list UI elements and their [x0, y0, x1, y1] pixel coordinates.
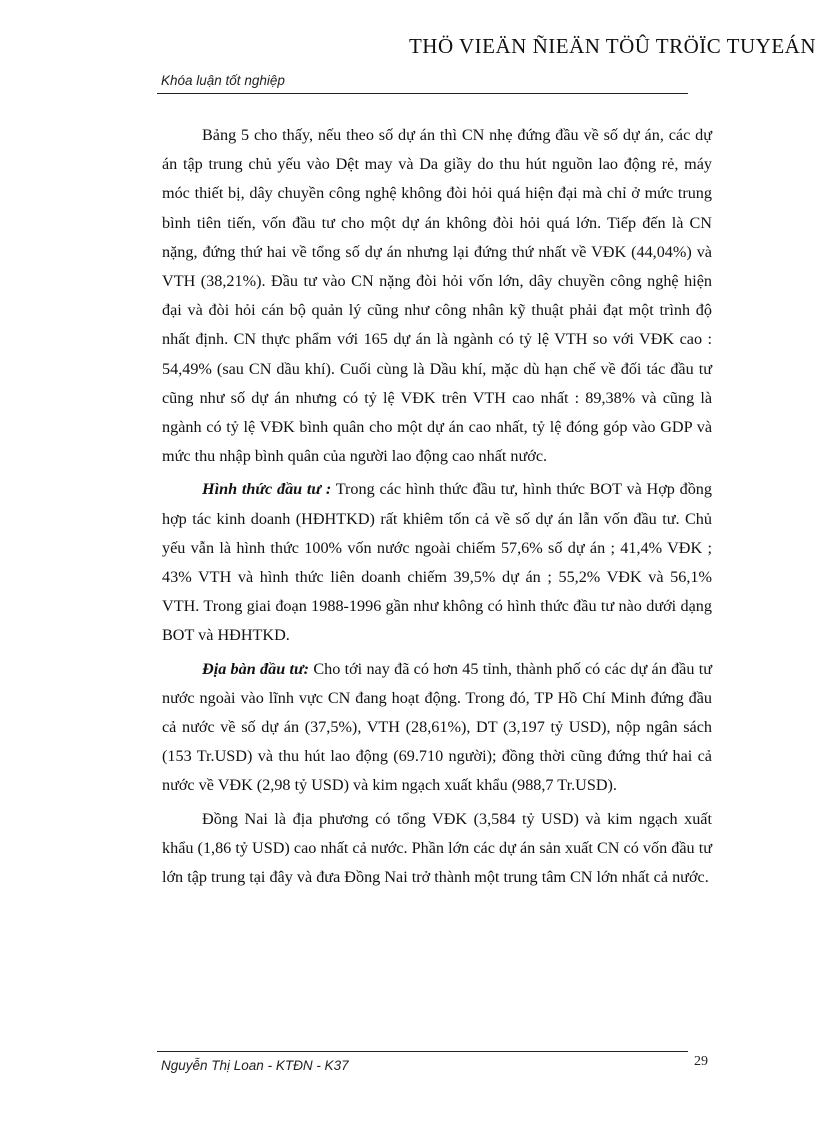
- body-text: [162, 121, 712, 896]
- paragraph-lead: Địa bàn đầu tư:: [202, 659, 310, 678]
- paragraph-dong-nai: Đồng Nai là địa phương có tổng VĐK (3,584 tỷ USD) và kim ngạch xuất khẩu (1,86 tỷ USD) cao nhất cả nước. Phần lớn các dự án sản xuất CN có vốn đầu tư lớn tập trung tại đây và đưa Đồng Nai trở thành một trung tâm CN lớn nhất cả nước.: [162, 809, 712, 887]
- paragraph-lead: Hình thức đầu tư :: [202, 480, 332, 499]
- paragraph-table-summary: Bảng 5 cho thấy, nếu theo số dự án thì CN nhẹ đứng đầu về số dự án, các dự án tập trung chủ yếu vào Dệt may và Da giầy do thu hút nguồn lao động rẻ, máy móc thiết bị, dây chuyền công nghệ không đòi hỏi quá hiện đại mà chỉ ở mức trung bình tiên tiến, vốn đầu tư cho một dự án không đòi hỏi quá lớn. Tiếp đến là CN nặng, đứng thứ hai về tổng số dự án nhưng lại đứng thứ nhất về VĐK (44,04%) và VTH (38,21%). Đầu tư vào CN nặng đòi hỏi vốn lớn, dây chuyền công nghệ hiện đại và đòi hỏi cán bộ quản lý cũng như công nhân kỹ thuật phải đạt một trình độ nhất định. CN thực phẩm với 165 dự án là ngành có tỷ lệ VTH so với VĐK cao : 54,49% (sau CN dầu khí). Cuối cùng là Dầu khí, mặc dù hạn chế về đối tác đầu tư cũng như số dự án nhưng có tỷ lệ VĐK trên VTH cao nhất : 89,38% và cũng là ngành có tỷ lệ VĐK bình quân cho một dự án cao nhất, tỷ lệ đóng góp vào GDP và mức thu nhập bình quân của người lao động cao nhất nước.: [162, 126, 712, 466]
- header-rule: [157, 93, 688, 94]
- paragraph-text: Cho tới nay đã có hơn 45 tỉnh, thành phố có các dự án đầu tư nước ngoài vào lĩnh vực CN đang hoạt động. Trong đó, TP Hồ Chí Minh đứng đầu cả nước về số dự án (37,5%), VTH (28,61%), DT (3,197 tỷ USD), nộp ngân sách (153 Tr.USD) và thu hút lao động (69.710 người); đồng thời cũng đứng thứ hai cả nước về VĐK (2,98 tỷ USD) và kim ngạch xuất khẩu (988,7 Tr.USD).: [162, 659, 712, 795]
- footer-rule: [157, 1051, 688, 1052]
- page-number: 29: [694, 1054, 708, 1069]
- running-footer: Nguyễn Thị Loan - KTĐN - K37: [161, 1058, 349, 1073]
- paragraph-text: Trong các hình thức đầu tư, hình thức BOT và Hợp đồng hợp tác kinh doanh (HĐHTKD) rất khiêm tốn cả về số dự án lẫn vốn đầu tư. Chủ yếu vẫn là hình thức 100% vốn nước ngoài chiếm 57,6% số dự án ; 41,4% VĐK ; 43% VTH và hình thức liên doanh chiếm 39,5% dự án ; 55,2% VĐK và 56,1% VTH. Trong giai đoạn 1988-1996 gần như không có hình thức đầu tư nào dưới dạng BOT và HĐHTKD.: [162, 480, 712, 645]
- paragraph-investment-location: [162, 655, 712, 801]
- watermark-text: THÖ VIEÄN ÑIEÄN TÖÛ TRÖÏC TUYEÁN: [408, 34, 816, 58]
- running-header: Khóa luận tốt nghiệp: [161, 73, 285, 88]
- paragraph-investment-form: [162, 475, 712, 650]
